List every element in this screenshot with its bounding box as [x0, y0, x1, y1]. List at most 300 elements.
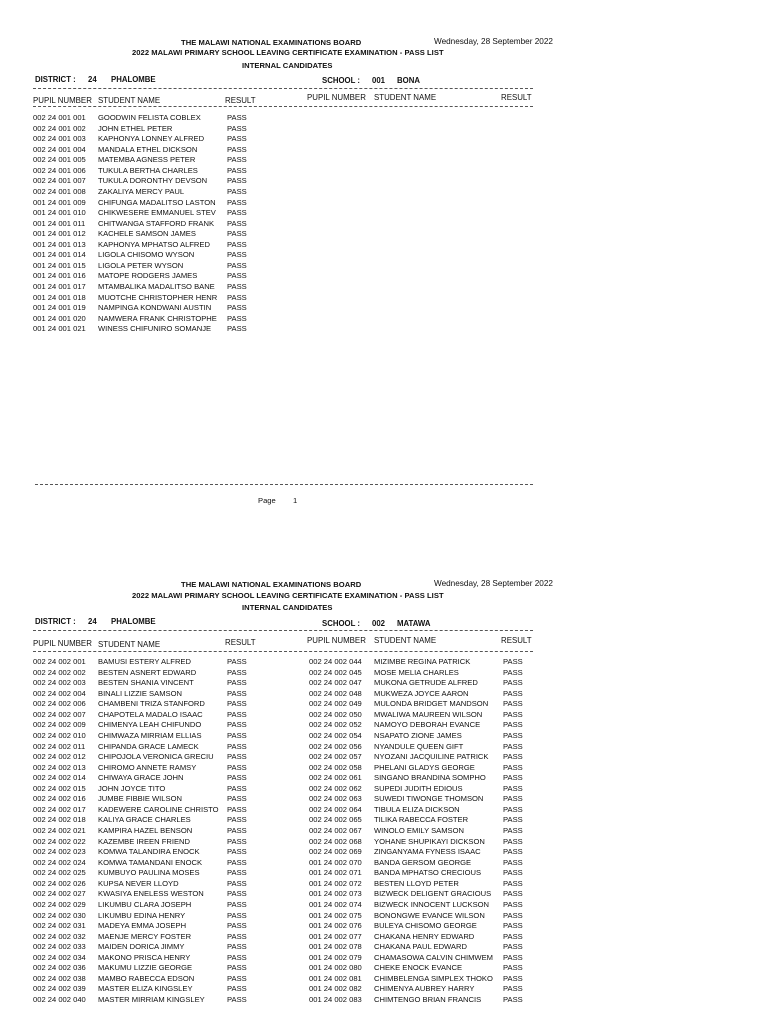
pupil-number: 002 24 002 039	[33, 984, 86, 994]
result-value: PASS	[227, 176, 247, 186]
result-value: PASS	[227, 773, 247, 783]
pupil-number: 001 24 002 083	[309, 995, 362, 1004]
divider	[33, 630, 533, 631]
header-result-right: RESULT	[501, 636, 532, 645]
pupil-number: 002 24 001 004	[33, 144, 86, 154]
pupil-number: 001 24 001 021	[33, 324, 86, 334]
result-value: PASS	[503, 836, 523, 846]
pupil-number: 001 24 001 009	[33, 197, 86, 207]
student-name: CHIFUNGA MADALITSO LASTON	[98, 197, 216, 207]
student-name: CHAPOTELA MADALO ISAAC	[98, 709, 203, 719]
pupil-number: 001 24 001 020	[33, 313, 86, 323]
student-name: JOHN ETHEL PETER	[98, 123, 173, 133]
pupil-number: 002 24 002 065	[309, 815, 362, 825]
pupil-number: 002 24 001 002	[33, 123, 86, 133]
student-name: SUWEDI TIWONGE THOMSON	[374, 794, 484, 804]
student-name: GOODWIN FELISTA COBLEX	[98, 113, 201, 122]
result-value: PASS	[503, 868, 523, 878]
pupil-number: 002 24 002 002	[33, 667, 86, 677]
student-name: BINALI LIZZIE SAMSON	[98, 688, 182, 698]
pupil-number: 002 24 002 032	[33, 931, 86, 941]
pupil-number: 002 24 002 030	[33, 910, 86, 920]
result-value: PASS	[227, 836, 247, 846]
page-label: Page	[258, 496, 276, 505]
result-value: PASS	[503, 889, 523, 899]
student-name: CHAMBENI TRIZA STANFORD	[98, 699, 205, 709]
student-name: CHIMWAZA MIRRIAM ELLIAS	[98, 730, 202, 740]
result-value: PASS	[503, 752, 523, 762]
student-name: NSAPATO ZIONE JAMES	[374, 730, 462, 740]
pupil-number: 001 24 001 010	[33, 208, 86, 218]
pupil-number: 002 24 002 023	[33, 847, 86, 857]
student-name: BANDA GERSOM GEORGE	[374, 857, 472, 867]
result-value: PASS	[227, 868, 247, 878]
student-name: MASTER ELIZA KINGSLEY	[98, 984, 193, 994]
student-name: CHAMASOWA CALVIN CHIMWEM	[374, 952, 493, 962]
divider	[33, 106, 533, 107]
result-value: PASS	[503, 720, 523, 730]
pupil-number: 001 24 002 075	[309, 910, 362, 920]
pupil-number: 002 24 002 058	[309, 762, 362, 772]
result-value: PASS	[503, 688, 523, 698]
result-value: PASS	[227, 709, 247, 719]
student-name: NAMPINGA KONDWANI AUSTIN	[98, 303, 212, 313]
result-value: PASS	[503, 678, 523, 688]
result-value: PASS	[227, 762, 247, 772]
student-name: MATOPE RODGERS JAMES	[98, 271, 198, 281]
school-label: SCHOOL :	[322, 619, 360, 628]
result-value: PASS	[227, 910, 247, 920]
result-value: PASS	[503, 826, 523, 835]
pupil-number: 002 24 002 050	[309, 709, 362, 719]
result-value: PASS	[227, 271, 247, 281]
result-value: PASS	[227, 804, 247, 814]
pupil-number: 002 24 001 006	[33, 165, 86, 175]
result-value: PASS	[227, 229, 247, 239]
pupil-number: 002 24 002 069	[309, 847, 362, 857]
result-value: PASS	[227, 678, 247, 688]
pupil-number: 002 24 002 027	[33, 889, 86, 899]
student-name: CHAKANA HENRY EDWARD	[374, 931, 475, 941]
result-value: PASS	[227, 942, 247, 952]
result-value: PASS	[227, 783, 247, 793]
exam-title: 2022 MALAWI PRIMARY SCHOOL LEAVING CERTIFICATE EXAMINATION - PASS LIST	[132, 48, 444, 57]
candidate-category: INTERNAL CANDIDATES	[242, 61, 333, 70]
footer-divider	[35, 484, 533, 485]
result-value: PASS	[227, 303, 247, 313]
result-value: PASS	[503, 899, 523, 909]
report-date: Wednesday, 28 September 2022	[434, 579, 553, 588]
pupil-number: 001 24 002 080	[309, 963, 362, 973]
student-name: JUMBE FIBBIE WILSON	[98, 794, 182, 804]
result-value: PASS	[227, 260, 247, 270]
student-name: MASTER MIRRIAM KINGSLEY	[98, 995, 205, 1004]
pupil-number: 002 24 002 024	[33, 857, 86, 867]
result-value: PASS	[227, 144, 247, 154]
student-name: KALIYA GRACE CHARLES	[98, 815, 191, 825]
pupil-number: 001 24 002 070	[309, 857, 362, 867]
student-name: YOHANE SHUPIKAYI DICKSON	[374, 836, 485, 846]
student-name: BESTEN ASNERT EDWARD	[98, 667, 197, 677]
pupil-number: 002 24 002 044	[309, 657, 362, 666]
result-value: PASS	[503, 910, 523, 920]
school-code: 001	[372, 76, 386, 85]
pupil-number: 001 24 001 017	[33, 282, 86, 291]
pupil-number: 002 24 002 061	[309, 773, 362, 783]
pupil-number: 002 24 002 031	[33, 921, 86, 931]
student-name: CHIMENYA AUBREY HARRY	[374, 984, 475, 994]
pupil-number: 002 24 001 005	[33, 155, 86, 165]
student-name: SINGANO BRANDINA SOMPHO	[374, 773, 486, 783]
result-value: PASS	[503, 741, 523, 751]
pupil-number: 001 24 001 012	[33, 229, 86, 239]
result-value: PASS	[227, 973, 247, 983]
student-name: CHIMENYA LEAH CHIFUNDO	[98, 720, 202, 730]
result-value: PASS	[503, 973, 523, 983]
pupil-number: 002 24 002 012	[33, 752, 86, 762]
pupil-number: 002 24 002 018	[33, 815, 86, 825]
result-value: PASS	[227, 239, 247, 249]
pupil-number: 002 24 002 033	[33, 942, 86, 952]
result-value: PASS	[227, 324, 247, 334]
pass-list-page-2	[0, 543, 768, 1024]
header-student-name-right: STUDENT NAME	[374, 636, 437, 645]
result-value: PASS	[503, 815, 523, 825]
student-name: BIZWECK INNOCENT LUCKSON	[374, 899, 490, 909]
result-value: PASS	[227, 963, 247, 973]
page-number: 1	[293, 496, 298, 505]
pupil-number: 002 24 002 014	[33, 773, 86, 783]
student-name: MAIDEN DORICA JIMMY	[98, 942, 185, 952]
result-value: PASS	[227, 815, 247, 825]
pupil-number: 002 24 002 064	[309, 804, 362, 814]
result-value: PASS	[227, 794, 247, 804]
student-name: CHIPANDA GRACE LAMECK	[98, 741, 199, 751]
divider	[33, 651, 533, 652]
result-value: PASS	[503, 709, 523, 719]
student-name: BAMUSI ESTERY ALFRED	[98, 657, 191, 666]
result-value: PASS	[227, 292, 247, 302]
result-value: PASS	[227, 752, 247, 762]
student-name: MOSE MELIA CHARLES	[374, 667, 459, 677]
student-name: PHELANI GLADYS GEORGE	[374, 762, 475, 772]
result-value: PASS	[503, 942, 523, 952]
student-name: BULEYA CHISOMO GEORGE	[374, 921, 477, 931]
pupil-number: 002 24 002 017	[33, 804, 86, 814]
result-value: PASS	[227, 720, 247, 730]
result-value: PASS	[503, 667, 523, 677]
student-name: KACHELE SAMSON JAMES	[98, 229, 196, 239]
result-value: PASS	[227, 952, 247, 962]
pupil-number: 002 24 002 013	[33, 762, 86, 772]
board-title: THE MALAWI NATIONAL EXAMINATIONS BOARD	[181, 38, 362, 47]
pupil-number: 002 24 002 010	[33, 730, 86, 740]
result-value: PASS	[227, 730, 247, 740]
student-name: MUKONA GETRUDE ALFRED	[374, 678, 478, 688]
pupil-number: 001 24 002 079	[309, 952, 362, 962]
student-name: MATEMBA AGNESS PETER	[98, 155, 196, 165]
result-value: PASS	[227, 197, 247, 207]
student-name: MUKWEZA JOYCE AARON	[374, 688, 469, 698]
student-name: WINESS CHIFUNIRO SOMANJE	[98, 324, 212, 334]
student-name: KAPHONYA LONNEY ALFRED	[98, 134, 205, 144]
result-value: PASS	[503, 699, 523, 709]
result-value: PASS	[227, 165, 247, 175]
student-name: MAENJE MERCY FOSTER	[98, 931, 192, 941]
board-title: THE MALAWI NATIONAL EXAMINATIONS BOARD	[181, 580, 362, 589]
pupil-number: 001 24 002 078	[309, 942, 362, 952]
pupil-number: 001 24 002 081	[309, 973, 362, 983]
result-value: PASS	[227, 826, 247, 835]
pupil-number: 001 24 001 018	[33, 292, 86, 302]
result-value: PASS	[503, 921, 523, 931]
student-name: CHIPOJOLA VERONICA GRECIU	[98, 752, 214, 762]
pupil-number: 002 24 002 038	[33, 973, 86, 983]
result-value: PASS	[503, 931, 523, 941]
result-value: PASS	[227, 313, 247, 323]
result-value: PASS	[227, 741, 247, 751]
district-name: PHALOMBE	[111, 75, 156, 84]
student-name: KAPHONYA MPHATSO ALFRED	[98, 239, 210, 249]
student-name: MIZIMBE REGINA PATRICK	[374, 657, 471, 666]
student-name: KUPSA NEVER LLOYD	[98, 878, 179, 888]
student-name: MAKONO PRISCA HENRY	[98, 952, 191, 962]
student-name: CHEKE ENOCK EVANCE	[374, 963, 463, 973]
pupil-number: 001 24 001 019	[33, 303, 86, 313]
student-name: CHITWANGA STAFFORD FRANK	[98, 218, 215, 228]
pupil-number: 002 24 002 040	[33, 995, 86, 1004]
pupil-number: 002 24 002 015	[33, 783, 86, 793]
student-name: NAMWERA FRANK CHRISTOPHE	[98, 313, 217, 323]
district-code: 24	[88, 617, 97, 626]
student-name: BANDA MPHATSO CRECIOUS	[374, 868, 482, 878]
pupil-number: 001 24 002 076	[309, 921, 362, 931]
pupil-number: 001 24 002 071	[309, 868, 362, 878]
pupil-number: 002 24 002 003	[33, 678, 86, 688]
school-code: 002	[372, 619, 386, 628]
header-pupil-number: PUPIL NUMBER	[33, 639, 92, 648]
pupil-number: 002 24 002 052	[309, 720, 362, 730]
result-value: PASS	[227, 123, 247, 133]
school-name: BONA	[397, 76, 420, 85]
student-name: SUPEDI JUDITH EDIOUS	[374, 783, 463, 793]
school-name: MATAWA	[397, 619, 431, 628]
result-value: PASS	[503, 804, 523, 814]
pupil-number: 002 24 002 021	[33, 826, 86, 835]
pupil-number: 002 24 002 048	[309, 688, 362, 698]
student-name: CHIKWESERE EMMANUEL STEV	[98, 208, 216, 218]
pupil-number: 001 24 002 082	[309, 984, 362, 994]
district-code: 24	[88, 75, 97, 84]
pupil-number: 002 24 002 068	[309, 836, 362, 846]
result-value: PASS	[227, 921, 247, 931]
result-value: PASS	[503, 995, 523, 1004]
student-name: LIGOLA CHISOMO WYSON	[98, 250, 195, 260]
student-name: NYANDULE QUEEN GIFT	[374, 741, 464, 751]
student-name: MAMBO RABECCA EDSON	[98, 973, 195, 983]
result-value: PASS	[227, 889, 247, 899]
pupil-number: 001 24 002 073	[309, 889, 362, 899]
result-value: PASS	[227, 208, 247, 218]
student-name: KWASIYA ENELESS WESTON	[98, 889, 204, 899]
pupil-number: 002 24 002 026	[33, 878, 86, 888]
pupil-number: 002 24 001 001	[33, 113, 86, 122]
student-name: MUOTCHE CHRISTOPHER HENR	[98, 292, 218, 302]
student-name: WINOLO EMILY SAMSON	[374, 826, 465, 835]
pupil-number: 002 24 002 047	[309, 678, 362, 688]
pupil-number: 002 24 001 007	[33, 176, 86, 186]
student-name: NYOZANI JACQUILINE PATRICK	[374, 752, 489, 762]
header-result: RESULT	[225, 638, 256, 647]
result-value: PASS	[227, 857, 247, 867]
header-student-name-right: STUDENT NAME	[374, 93, 437, 102]
student-name: TUKULA BERTHA CHARLES	[98, 165, 198, 175]
result-value: PASS	[503, 730, 523, 740]
pupil-number: 002 24 002 022	[33, 836, 86, 846]
result-value: PASS	[503, 773, 523, 783]
district-label: DISTRICT :	[35, 617, 76, 626]
student-name: CHIMBELENGA SIMPLEX THOKO	[374, 973, 493, 983]
pupil-number: 002 24 002 063	[309, 794, 362, 804]
district-name: PHALOMBE	[111, 617, 156, 626]
student-name: MTAMBALIKA MADALITSO BANE	[98, 282, 215, 291]
candidate-category: INTERNAL CANDIDATES	[242, 603, 333, 612]
pupil-number: 001 24 002 077	[309, 931, 362, 941]
student-name: KUMBUYO PAULINA MOSES	[98, 868, 200, 878]
pupil-number: 001 24 001 014	[33, 250, 86, 260]
result-value: PASS	[503, 952, 523, 962]
student-name: KOMWA TALANDIRA ENOCK	[98, 847, 200, 857]
student-name: LIKUMBU EDINA HENRY	[98, 910, 186, 920]
student-name: BONONGWE EVANCE WILSON	[374, 910, 485, 920]
student-name: BESTEN LLOYD PETER	[374, 878, 459, 888]
pupil-number: 002 24 002 016	[33, 794, 86, 804]
result-value: PASS	[503, 878, 523, 888]
header-result-right: RESULT	[501, 93, 532, 102]
student-name: MAKUMU LIZZIE GEORGE	[98, 963, 193, 973]
result-value: PASS	[503, 794, 523, 804]
student-name: BIZWECK DELIGENT GRACIOUS	[374, 889, 492, 899]
student-name: ZAKALIYA MERCY PAUL	[98, 186, 185, 196]
result-value: PASS	[227, 113, 247, 122]
pupil-number: 002 24 001 008	[33, 186, 86, 196]
student-name: KAMPIRA HAZEL BENSON	[98, 826, 193, 835]
result-value: PASS	[227, 899, 247, 909]
student-name: CHIMTENGO BRIAN FRANCIS	[374, 995, 482, 1004]
result-value: PASS	[227, 218, 247, 228]
pupil-number: 002 24 002 054	[309, 730, 362, 740]
result-value: PASS	[227, 688, 247, 698]
pupil-number: 001 24 001 013	[33, 239, 86, 249]
header-pupil-number-right: PUPIL NUMBER	[307, 93, 366, 102]
student-name: BESTEN SHANIA VINCENT	[98, 678, 194, 688]
pupil-number: 001 24 002 072	[309, 878, 362, 888]
pupil-number: 002 24 002 067	[309, 826, 362, 835]
header-pupil-number-right: PUPIL NUMBER	[307, 636, 366, 645]
pupil-number: 002 24 002 001	[33, 657, 86, 666]
result-value: PASS	[227, 847, 247, 857]
student-name: LIGOLA PETER WYSON	[98, 260, 184, 270]
divider	[33, 88, 533, 89]
pupil-number: 002 24 002 057	[309, 752, 362, 762]
student-name: MANDALA ETHEL DICKSON	[98, 144, 198, 154]
header-pupil-number: PUPIL NUMBER	[33, 96, 92, 105]
student-name: NAMOYO DEBORAH EVANCE	[374, 720, 481, 730]
result-value: PASS	[503, 783, 523, 793]
student-name: LIKUMBU CLARA JOSEPH	[98, 899, 192, 909]
exam-title: 2022 MALAWI PRIMARY SCHOOL LEAVING CERTIFICATE EXAMINATION - PASS LIST	[132, 591, 444, 600]
pupil-number: 001 24 001 015	[33, 260, 86, 270]
result-value: PASS	[227, 699, 247, 709]
pupil-number: 002 24 002 029	[33, 899, 86, 909]
result-value: PASS	[503, 657, 523, 666]
result-value: PASS	[503, 762, 523, 772]
header-student-name: STUDENT NAME	[98, 96, 161, 105]
pupil-number: 002 24 002 007	[33, 709, 86, 719]
result-value: PASS	[503, 847, 523, 857]
student-name: KADEWERE CAROLINE CHRISTO	[98, 804, 219, 814]
result-value: PASS	[503, 963, 523, 973]
pupil-number: 001 24 002 074	[309, 899, 362, 909]
student-name: MULONDA BRIDGET MANDSON	[374, 699, 489, 709]
student-name: TILIKA RABECCA FOSTER	[374, 815, 469, 825]
student-name: KAZEMBE IREEN FRIEND	[98, 836, 190, 846]
pupil-number: 002 24 002 006	[33, 699, 86, 709]
pupil-number: 002 24 002 049	[309, 699, 362, 709]
result-value: PASS	[227, 984, 247, 994]
student-name: KOMWA TAMANDANI ENOCK	[98, 857, 203, 867]
pupil-number: 001 24 001 011	[33, 218, 86, 228]
student-name: CHAKANA PAUL EDWARD	[374, 942, 467, 952]
student-name: MWALIWA MAUREEN WILSON	[374, 709, 483, 719]
result-value: PASS	[227, 931, 247, 941]
student-name: CHIROMO ANNETE RAMSY	[98, 762, 197, 772]
student-name: TIBULA ELIZA DICKSON	[374, 804, 460, 814]
pupil-number: 002 24 002 062	[309, 783, 362, 793]
result-value: PASS	[227, 134, 247, 144]
result-value: PASS	[227, 995, 247, 1004]
student-name: CHIWAYA GRACE JOHN	[98, 773, 184, 783]
result-value: PASS	[503, 984, 523, 994]
pupil-number: 002 24 002 045	[309, 667, 362, 677]
pupil-number: 002 24 002 009	[33, 720, 86, 730]
report-date: Wednesday, 28 September 2022	[434, 37, 553, 46]
result-value: PASS	[503, 857, 523, 867]
pupil-number: 001 24 001 016	[33, 271, 86, 281]
result-value: PASS	[227, 155, 247, 165]
pupil-number: 002 24 002 004	[33, 688, 86, 698]
header-result: RESULT	[225, 96, 256, 105]
pupil-number: 002 24 002 056	[309, 741, 362, 751]
result-value: PASS	[227, 282, 247, 291]
pupil-number: 002 24 002 011	[33, 741, 86, 751]
result-value: PASS	[227, 878, 247, 888]
student-name: MADEYA EMMA JOSEPH	[98, 921, 187, 931]
student-name: TUKULA DORONTHY DEVSON	[98, 176, 208, 186]
result-value: PASS	[227, 250, 247, 260]
district-label: DISTRICT :	[35, 75, 76, 84]
result-value: PASS	[227, 186, 247, 196]
result-value: PASS	[227, 667, 247, 677]
pupil-number: 002 24 001 003	[33, 134, 86, 144]
student-name: ZINGANYAMA FYNESS ISAAC	[374, 847, 481, 857]
pupil-number: 002 24 002 036	[33, 963, 86, 973]
result-value: PASS	[227, 657, 247, 666]
header-student-name: STUDENT NAME	[98, 640, 161, 649]
school-label: SCHOOL :	[322, 76, 360, 85]
student-name: JOHN JOYCE TITO	[98, 783, 166, 793]
pupil-number: 002 24 002 025	[33, 868, 86, 878]
